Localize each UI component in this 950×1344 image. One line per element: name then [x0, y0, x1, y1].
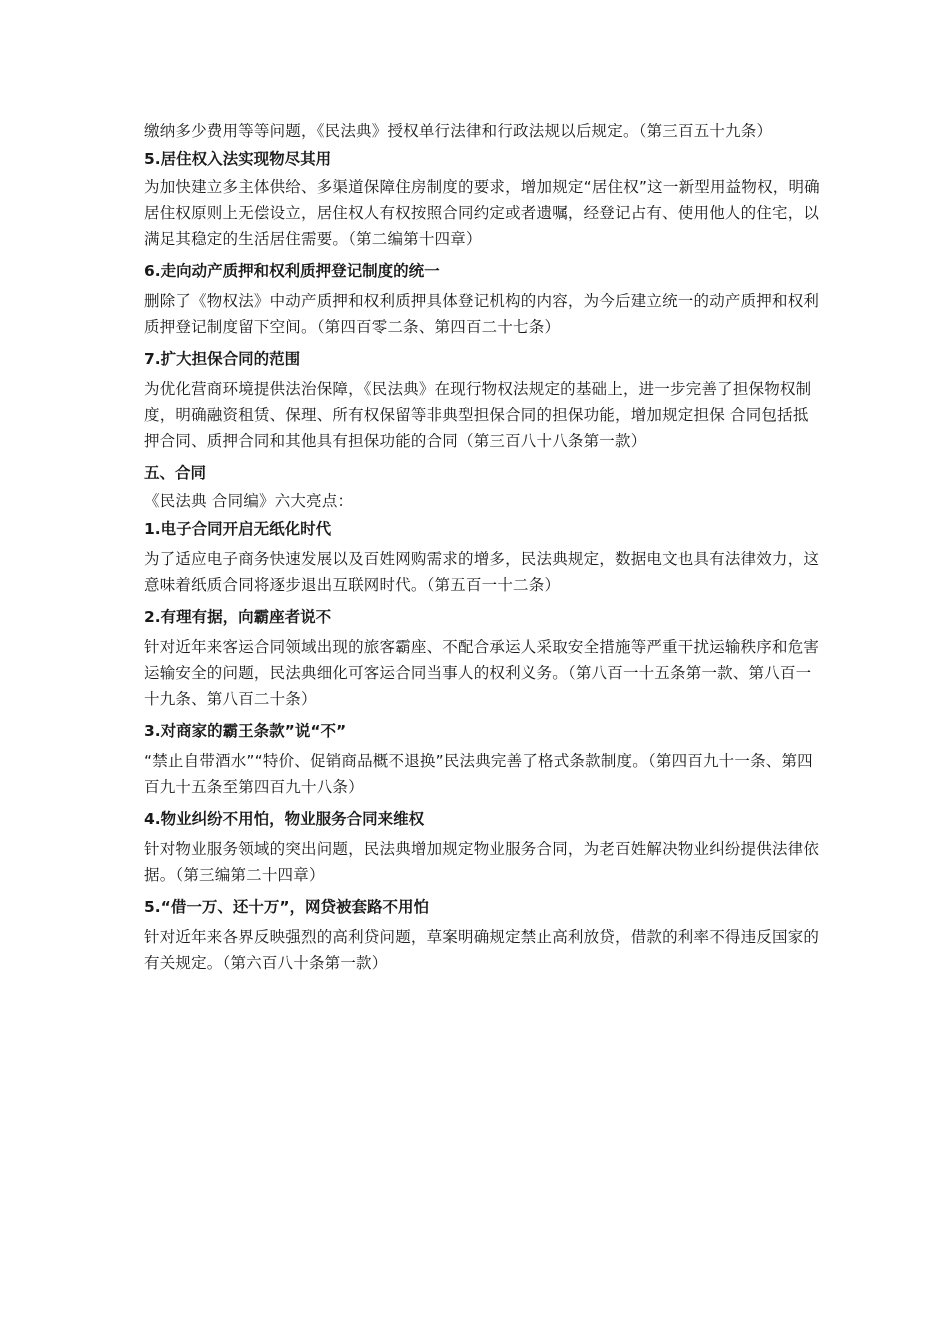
- section-heading: 5.居住权入法实现物尽其用: [144, 150, 332, 168]
- section-heading: 5.“借一万、还十万”，网贷被套路不用怕: [144, 898, 430, 916]
- section-heading: 6.走向动产质押和权利质押登记制度的统一: [144, 262, 440, 280]
- paragraph-text: “禁止自带酒水”“特价、促销商品概不退换”民法典完善了格式条款制度。（第四百九十一条、第四百九十五条至第四百九十八条）: [144, 752, 813, 796]
- paragraph-text: 针对近年来各界反映强烈的高利贷问题，草案明确规定禁止高利放贷，借款的利率不得违反国家的有关规定。（第六百八十条第一款）: [144, 928, 820, 972]
- section-heading: 7.扩大担保合同的范围: [144, 350, 301, 368]
- paragraph-text: 为优化营商环境提供法治保障，《民法典》在现行物权法规定的基础上，进一步完善了担保物权制度，明确融资租赁、保理、所有权保留等非典型担保合同的担保功能，增加规定担保 合同包括抵押合同、质押合同和其他具有担保功能的合同（第三百八十八条第一款）: [144, 380, 812, 450]
- document-page: [144, 118, 824, 976]
- paragraph-text: 针对近年来客运合同领域出现的旅客霸座、不配合承运人采取安全措施等严重干扰运输秩序和危害运输安全的问题，民法典细化可客运合同当事人的权利义务。（第八百一十五条第一款、第八百一十九条、第八百二十条）: [144, 638, 820, 708]
- paragraph-text: 为了适应电子商务快速发展以及百姓网购需求的增多，民法典规定，数据电文也具有法律效力，这意味着纸质合同将逐步退出互联网时代。（第五百一十二条）: [144, 550, 820, 594]
- section-heading: 2.有理有据，向霸座者说不: [144, 608, 332, 626]
- section-heading: 1.电子合同开启无纸化时代: [144, 520, 332, 538]
- section-heading: 3.对商家的霸王条款”说“不”: [144, 722, 347, 740]
- paragraph-text: 缴纳多少费用等等问题，《民法典》授权单行法律和行政法规以后规定。（第三百五十九条）: [144, 122, 773, 140]
- paragraph-text: 为加快建立多主体供给、多渠道保障住房制度的要求，增加规定“居住权”这一新型用益物权，明确居住权原则上无偿设立，居住权人有权按照合同约定或者遗嘱，经登记占有、使用他人的住宅，以满足其稳定的生活居住需要。（第二编第十四章）: [144, 178, 820, 248]
- paragraph-text: 针对物业服务领域的突出问题，民法典增加规定物业服务合同，为老百姓解决物业纠纷提供法律依据。（第三编第二十四章）: [144, 840, 820, 884]
- chapter-heading: 五、合同: [144, 464, 207, 482]
- section-heading: 4.物业纠纷不用怕，物业服务合同来维权: [144, 810, 425, 828]
- paragraph-text: 删除了《物权法》中动产质押和权利质押具体登记机构的内容，为今后建立统一的动产质押和权利质押登记制度留下空间。（第四百零二条、第四百二十七条）: [144, 292, 820, 336]
- paragraph-text: 《民法典 合同编》六大亮点：: [144, 492, 354, 510]
